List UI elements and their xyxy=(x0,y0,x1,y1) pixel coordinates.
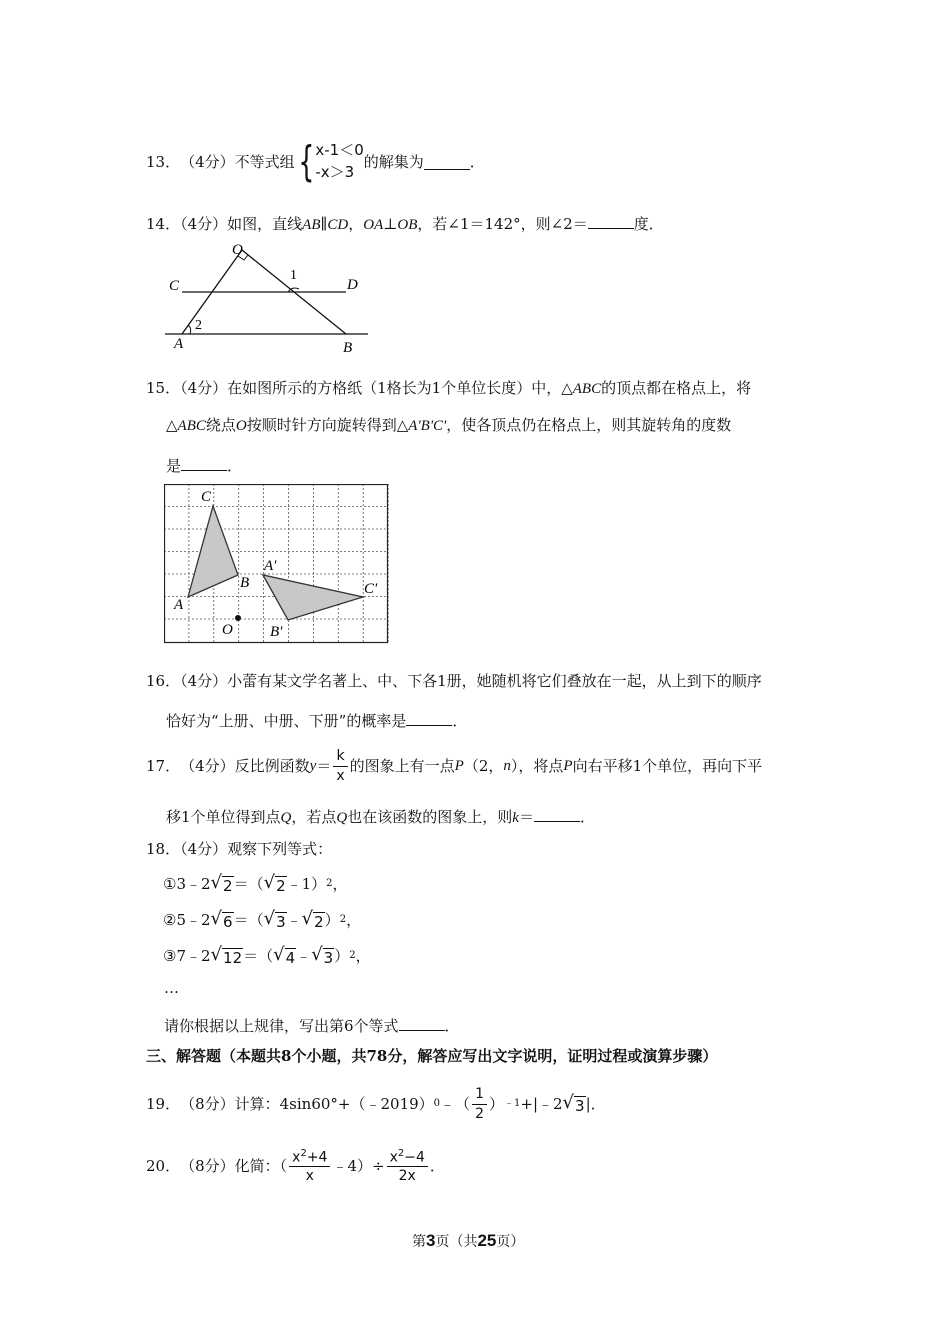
point-p: P xyxy=(454,757,464,774)
label-a: A xyxy=(174,597,184,613)
q19-part-b: ﹣（ xyxy=(440,1094,471,1113)
inequality-2: -x＞3 xyxy=(315,163,355,181)
eq3-part-a: ③7﹣2 xyxy=(163,946,211,965)
answer-blank xyxy=(588,214,634,229)
q18-end: ． xyxy=(444,1017,460,1035)
q15-text-3: 是 xyxy=(166,457,182,475)
q14-text-b: ，若∠1＝142°，则∠2＝ xyxy=(417,215,588,233)
total-pages: 25 xyxy=(477,1231,497,1250)
radicand: 2 xyxy=(223,876,233,895)
footer-suffix: 页） xyxy=(496,1234,525,1250)
q19-part-a: 计算：4sin60°+（﹣2019） xyxy=(234,1094,434,1113)
question-18-ask xyxy=(164,1016,460,1034)
fraction-one-half xyxy=(472,1086,487,1121)
q15-text-1a: 在如图所示的方格纸（1格长为1个单位长度）中，△ xyxy=(227,379,573,397)
q17-text-2c: 也在该函数的图象上，则 xyxy=(347,808,513,826)
sqrt-4: √ 4 xyxy=(273,943,296,967)
label-a-prime: A′ xyxy=(264,558,277,574)
equation-1 xyxy=(163,870,348,898)
label-b-prime: B′ xyxy=(270,624,283,640)
fraction-x2-plus-4-over-x xyxy=(289,1148,330,1185)
line-cd: CD xyxy=(327,217,349,233)
q14-text-a: 如图，直线 xyxy=(227,215,303,233)
q17-end: ． xyxy=(579,808,595,826)
inequality-system xyxy=(315,140,363,184)
eq2-part-c: ﹣ xyxy=(286,910,302,929)
answer-blank xyxy=(399,1016,445,1031)
label-angle-2: 2 xyxy=(195,318,202,333)
exponent-minus-1: ﹣1 xyxy=(504,1098,521,1109)
q17-score: （4分） xyxy=(180,756,235,775)
q17-text-1a: 反比例函数 xyxy=(234,756,310,775)
label-a: A xyxy=(174,336,184,352)
radicand: 3 xyxy=(323,948,334,967)
q16-text-2: 恰好为“上册、中册、下册”的概率是 xyxy=(166,712,407,730)
q17-text-2a: 移1个单位得到点 xyxy=(166,808,281,826)
radicand: 2 xyxy=(314,912,324,931)
q13-text-b: 的解集为 xyxy=(363,152,424,171)
sqrt-3: √ 3 xyxy=(263,907,286,931)
q17-text-1b: 的图象上有一点 xyxy=(349,756,455,775)
q16-score: （4分） xyxy=(180,672,228,690)
answer-blank xyxy=(181,456,227,471)
q19-part-c: ） xyxy=(488,1094,504,1113)
var-n: n xyxy=(503,757,511,774)
q19-number: 19． xyxy=(146,1094,181,1113)
num-rest: +4 xyxy=(306,1149,328,1166)
q20-number: 20． xyxy=(146,1156,181,1175)
label-angle-1: 1 xyxy=(290,268,297,283)
q17-text-1d: ），将点 xyxy=(510,756,564,775)
sqrt-6: √ 6 xyxy=(210,907,233,931)
radicand: 3 xyxy=(276,912,286,931)
q15-text-1b: 的顶点都在格点上，将 xyxy=(601,379,752,397)
num-x: x xyxy=(389,1149,398,1166)
eq1-part-c: ﹣1） xyxy=(286,874,327,893)
eq1-part-b: ＝（ xyxy=(233,874,264,893)
triangle-abc: ABC xyxy=(572,381,602,397)
q18-ask-text: 请你根据以上规律，写出第6个等式 xyxy=(164,1017,399,1035)
ray-ob: OB xyxy=(397,217,418,233)
question-17-line-1 xyxy=(146,744,762,788)
numerator: 1 xyxy=(472,1086,487,1104)
perp-symbol: ⊥ xyxy=(383,215,398,233)
q17-text-1c: （2， xyxy=(463,756,504,775)
eq1-part-d: ， xyxy=(332,874,348,893)
center-point-o xyxy=(235,615,241,621)
sqrt-2: √ 2 xyxy=(210,871,233,895)
q19-part-e: |． xyxy=(585,1094,606,1113)
var-y: y xyxy=(309,757,317,774)
question-18 xyxy=(146,842,332,857)
eq2-part-d: ） xyxy=(324,910,340,929)
label-b: B xyxy=(343,340,353,356)
question-15-line-2 xyxy=(166,418,731,434)
q15-grid-figure xyxy=(164,484,389,644)
label-o: O xyxy=(222,622,233,638)
q15-end: ． xyxy=(227,457,243,475)
q15-number: 15． xyxy=(146,379,181,397)
ray-oa: OA xyxy=(363,217,384,233)
answer-blank xyxy=(534,807,580,822)
triangle-abc: ABC xyxy=(177,418,206,434)
label-c: C xyxy=(201,489,212,505)
eq1-part-a: ①3﹣2 xyxy=(163,874,211,893)
denominator: 2x xyxy=(398,1168,416,1185)
fraction-x2-minus-4-over-2x xyxy=(387,1148,428,1185)
q14-comma: ， xyxy=(348,215,364,233)
radicand: 12 xyxy=(223,948,243,967)
section-3-heading: 三、解答题（本题共8个小题，共78分，解答应写出文字说明，证明过程或演算步骤） xyxy=(146,1047,718,1065)
equation-2 xyxy=(163,906,361,934)
sqrt-2: √ 2 xyxy=(301,907,324,931)
system-brace: { xyxy=(298,137,315,186)
q17-text-1e: 向右平移1个单位，再向下平 xyxy=(572,756,763,775)
question-15-line-1 xyxy=(146,381,751,397)
question-19 xyxy=(146,1082,606,1126)
ellipsis: … xyxy=(164,979,179,997)
q13-score: （4分） xyxy=(180,152,235,171)
q18-number: 18． xyxy=(146,840,181,858)
footer-middle: 页（共 xyxy=(435,1234,478,1250)
label-d: D xyxy=(347,277,358,293)
sqrt-3: √ 3 xyxy=(311,943,334,967)
eq2-part-a: ②5﹣2 xyxy=(163,910,211,929)
q15-text-2a: △ xyxy=(166,416,178,434)
radicand: 2 xyxy=(276,876,286,895)
inequality-1: x-1＜0 xyxy=(315,141,364,160)
q19-part-d: +|﹣2 xyxy=(520,1094,563,1113)
exponent: 2 xyxy=(300,1147,307,1159)
radicand: 4 xyxy=(285,948,296,967)
answer-blank xyxy=(406,711,452,726)
question-17-line-2 xyxy=(166,807,595,826)
line-ab: AB xyxy=(302,217,321,233)
q17-text-2d: ＝ xyxy=(518,808,534,826)
label-c: C xyxy=(169,278,180,294)
question-16-line-2 xyxy=(166,711,467,729)
q16-text-1: 小蕾有某文学名著上、中、下各1册，她随机将它们叠放在一起，从上到下的顺序 xyxy=(227,672,762,690)
q20-part-a: 化简：（ xyxy=(234,1156,288,1175)
page-number: 3 xyxy=(426,1231,436,1250)
q13-end: ． xyxy=(469,152,485,171)
q20-score: （8分） xyxy=(180,1156,235,1175)
eq2-part-b: ＝（ xyxy=(233,910,264,929)
eq3-part-d: ） xyxy=(334,946,350,965)
num-rest: −4 xyxy=(404,1149,425,1166)
eq3-part-b: ＝（ xyxy=(243,946,274,965)
denominator: 2 xyxy=(475,1105,484,1122)
q13-text-a: 不等式组 xyxy=(234,152,295,171)
question-13 xyxy=(146,137,485,186)
eq2-part-e: ， xyxy=(346,910,362,929)
exponent: 2 xyxy=(349,950,356,961)
q15-score: （4分） xyxy=(180,379,228,397)
q14-end: 度． xyxy=(633,215,664,233)
question-15-line-3 xyxy=(166,456,242,474)
sqrt-12: √ 12 xyxy=(210,943,243,967)
page-footer xyxy=(412,1232,524,1249)
q15-text-2c: 按顺时针方向旋转得到△ xyxy=(246,416,409,434)
q19-score: （8分） xyxy=(180,1094,235,1113)
q14-figure xyxy=(160,238,375,356)
equals: ＝ xyxy=(316,756,332,775)
question-16-line-1 xyxy=(146,674,762,689)
parallel-symbol: ∥ xyxy=(320,215,328,233)
q17-text-2b: ，若点 xyxy=(291,808,337,826)
equation-3 xyxy=(163,942,371,970)
triangle-abc-shape xyxy=(188,506,238,597)
q20-end: ． xyxy=(429,1156,445,1175)
exponent: 2 xyxy=(326,878,333,889)
point-q: Q xyxy=(336,810,348,826)
var-k: k xyxy=(512,810,519,826)
q15-text-2b: 绕点 xyxy=(205,416,236,434)
q15-text-2d: ，使各顶点仍在格点上，则其旋转角的度数 xyxy=(446,416,732,434)
radicand: 3 xyxy=(575,1096,585,1115)
angle-2-arc xyxy=(188,325,191,334)
point-q: Q xyxy=(280,810,292,826)
question-20 xyxy=(146,1142,445,1190)
label-o: O xyxy=(232,242,243,258)
point-o: O xyxy=(235,418,247,434)
eq3-part-e: ， xyxy=(355,946,371,965)
numerator xyxy=(387,1148,428,1168)
eq3-part-c: ﹣ xyxy=(296,946,312,965)
q20-part-b: ﹣4）÷ xyxy=(332,1156,385,1175)
q16-end: ． xyxy=(452,712,468,730)
q14-score: （4分） xyxy=(180,215,228,233)
point-p: P xyxy=(563,757,573,774)
q18-intro: 观察下列等式： xyxy=(227,840,333,858)
exponent-0: 0 xyxy=(433,1098,441,1109)
num-x: x xyxy=(292,1149,301,1166)
exponent: 2 xyxy=(339,914,347,925)
sqrt-2: √ 2 xyxy=(263,871,286,895)
q13-number: 13． xyxy=(146,152,181,171)
denominator: x xyxy=(336,767,345,784)
q14-number: 14． xyxy=(146,215,181,233)
q16-number: 16． xyxy=(146,672,181,690)
label-b: B xyxy=(240,575,250,591)
numerator: k xyxy=(333,748,347,766)
q17-number: 17． xyxy=(146,756,181,775)
denominator: x xyxy=(305,1168,314,1185)
question-14 xyxy=(146,214,664,233)
answer-blank xyxy=(424,155,470,170)
sqrt-3: √ 3 xyxy=(562,1091,585,1115)
q18-score: （4分） xyxy=(180,840,228,858)
numerator xyxy=(289,1148,330,1168)
triangle-a2b2c2: A'B'C' xyxy=(408,418,447,434)
exponent: 2 xyxy=(397,1147,405,1159)
footer-prefix: 第 xyxy=(412,1234,426,1250)
radicand: 6 xyxy=(223,912,233,931)
label-c-prime: C′ xyxy=(364,581,378,597)
fraction-k-over-x xyxy=(333,748,347,783)
